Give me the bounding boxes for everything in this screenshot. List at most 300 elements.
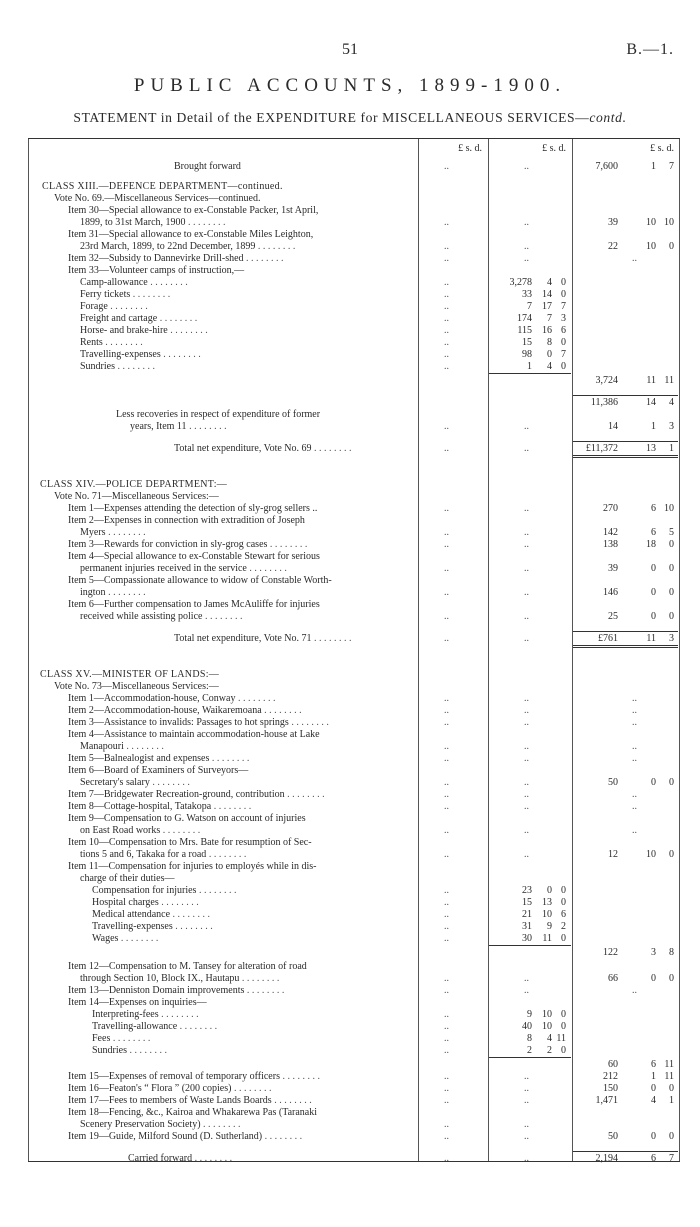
empty-amount-dots: ..: [444, 1045, 449, 1056]
leader-dots: . . . . . . . .: [172, 921, 213, 932]
row-description: [68, 1107, 418, 1119]
empty-amount-dots: ..: [632, 741, 637, 752]
amount-pence: 6: [561, 325, 566, 336]
empty-amount-dots: ..: [524, 777, 529, 788]
empty-amount-dots: ..: [524, 753, 529, 764]
empty-amount-dots: ..: [444, 1131, 449, 1142]
amount-pence: 0: [561, 885, 566, 896]
row-text: Item 9—Compensation to G. Watson on account of injuries: [68, 813, 306, 824]
row-description: [80, 349, 418, 361]
table-row: [28, 729, 680, 741]
row-description: [68, 997, 418, 1009]
amount-pounds: 30: [522, 933, 532, 944]
amount-pence: 0: [669, 241, 674, 252]
table-row: [28, 361, 680, 373]
table-row: [28, 897, 680, 909]
table-row: [28, 909, 680, 921]
row-text: Item 7—Bridgewater Recreation-ground, contribution: [68, 789, 285, 800]
row-description: [68, 575, 418, 587]
leader-dots: . . . . . . . .: [118, 933, 159, 944]
empty-amount-dots: ..: [444, 753, 449, 764]
table-row: [28, 947, 680, 959]
amount-pounds: 15: [522, 897, 532, 908]
leader-dots: . . . . . . . .: [206, 849, 247, 860]
amount-pounds: 1,471: [595, 1095, 618, 1106]
empty-amount-dots: ..: [444, 527, 449, 538]
leader-dots: . . . . . . . .: [284, 789, 325, 800]
leader-dots: . . . . . . . .: [160, 825, 201, 836]
empty-amount-dots: ..: [524, 563, 529, 574]
empty-amount-dots: ..: [524, 693, 529, 704]
row-text: permanent injuries received in the service: [80, 563, 247, 574]
empty-amount-dots: ..: [632, 253, 637, 264]
amount-pounds: 21: [522, 909, 532, 920]
row-text: Item 2—Expenses in connection with extradition of Joseph: [68, 515, 305, 526]
amount-pounds: 50: [608, 1131, 618, 1142]
leader-dots: . . . . . . . .: [279, 1071, 320, 1082]
table-row: [28, 1059, 680, 1071]
row-description: [68, 985, 418, 997]
empty-amount-dots: ..: [632, 801, 637, 812]
row-text: 23rd March, 1899, to 22nd December, 1899: [80, 241, 256, 252]
row-description: [92, 1009, 418, 1021]
table-row: [28, 241, 680, 253]
row-text: received while assisting police: [80, 611, 203, 622]
leader-dots: . . . . . . . .: [271, 1095, 312, 1106]
table-row: [28, 503, 680, 515]
row-description: [128, 1153, 418, 1165]
row-text: Item 16—Featon's “ Flora ” (200 copies): [68, 1083, 232, 1094]
page-number: 51: [342, 41, 358, 58]
table-row: [28, 1071, 680, 1083]
table-row: [28, 1095, 680, 1107]
row-text: Item 2—Accommodation-house, Waikaremoana: [68, 705, 262, 716]
row-text: Horse- and brake-hire: [80, 325, 168, 336]
empty-amount-dots: ..: [524, 539, 529, 550]
empty-amount-dots: ..: [444, 253, 449, 264]
row-text: Wages: [92, 933, 119, 944]
leader-dots: . . . . . . . .: [200, 1119, 241, 1130]
row-text: Sundries: [80, 361, 115, 372]
leader-dots: . . . . . . . .: [115, 361, 155, 372]
total-rule: [573, 1151, 678, 1152]
empty-amount-dots: ..: [632, 985, 637, 996]
table-row: [28, 825, 680, 837]
total-double-rule: [573, 455, 678, 458]
empty-amount-dots: ..: [444, 1033, 449, 1044]
table-row: [28, 229, 680, 241]
leader-dots: . . . . . . . .: [185, 217, 226, 228]
table-row: [28, 717, 680, 729]
row-text: tions 5 and 6, Takaka for a road: [80, 849, 207, 860]
row-description: [116, 409, 418, 421]
row-description: [80, 825, 418, 837]
empty-amount-dots: ..: [524, 611, 529, 622]
table-row: [28, 985, 680, 997]
row-text: Compensation for injuries: [92, 885, 197, 896]
amount-shillings: 10: [542, 1021, 552, 1032]
row-description: [80, 337, 418, 349]
empty-amount-dots: ..: [444, 741, 449, 752]
amount-pence: 11: [664, 375, 674, 386]
leader-dots: . . . . . . . .: [246, 563, 287, 574]
leader-dots: . . . . . . . .: [202, 611, 243, 622]
leader-dots: . . . . . . . .: [239, 973, 280, 984]
row-description: [174, 633, 418, 645]
row-text: Camp-allowance: [80, 277, 148, 288]
table-row: [28, 789, 680, 801]
row-text: Item 4—Assistance to maintain accommodation-house at Lake: [68, 729, 320, 740]
row-text: through Section 10, Block IX., Hautapu: [80, 973, 240, 984]
table-row: [28, 801, 680, 813]
row-text: Item 19—Guide, Milford Sound (D. Sutherland): [68, 1131, 263, 1142]
amount-pence: 0: [669, 611, 674, 622]
leader-dots: . . . . . . . .: [102, 337, 143, 348]
leader-dots: . . . . . . . .: [186, 421, 227, 432]
amount-shillings: 16: [542, 325, 552, 336]
amount-pence: 4: [669, 397, 674, 408]
amount-pounds: 212: [603, 1071, 618, 1082]
empty-amount-dots: ..: [444, 313, 449, 324]
table-row: [28, 1131, 680, 1143]
row-text: Item 5—Balnealogist and expenses: [68, 753, 210, 764]
empty-amount-dots: ..: [524, 849, 529, 860]
amount-pounds: 138: [603, 539, 618, 550]
leader-dots: . . . . . . . .: [127, 1045, 167, 1056]
row-text: Item 3—Rewards for conviction in sly-grog cases: [68, 539, 268, 550]
table-row: [28, 193, 680, 205]
row-text: Ferry tickets: [80, 289, 131, 300]
empty-amount-dots: ..: [524, 789, 529, 800]
amount-pounds: 60: [608, 1059, 618, 1070]
row-description: [80, 873, 418, 885]
row-text: Manapouri: [80, 741, 124, 752]
amount-pence: 0: [669, 587, 674, 598]
table-row: [28, 921, 680, 933]
empty-amount-dots: ..: [444, 539, 449, 550]
amount-pounds: 122: [603, 947, 618, 958]
amount-shillings: 4: [547, 277, 552, 288]
leader-dots: . . . . . . . .: [196, 885, 237, 896]
table-row: [28, 551, 680, 563]
amount-pence: 0: [561, 897, 566, 908]
table-row: [28, 693, 680, 705]
row-description: [80, 849, 418, 861]
leader-dots: . . . . . . . .: [177, 1021, 218, 1032]
empty-amount-dots: ..: [444, 301, 449, 312]
amount-shillings: 8: [547, 337, 552, 348]
leader-dots: . . . . . . . .: [167, 325, 208, 336]
empty-amount-dots: ..: [444, 241, 449, 252]
leader-dots: . . . . . . . .: [158, 897, 199, 908]
row-description: [68, 1071, 418, 1083]
empty-amount-dots: ..: [444, 361, 449, 372]
row-text: Travelling-allowance: [92, 1021, 178, 1032]
empty-amount-dots: ..: [444, 421, 449, 432]
leader-dots: . . . . . . . .: [288, 717, 329, 728]
table-row: [28, 1045, 680, 1057]
empty-amount-dots: ..: [444, 973, 449, 984]
table-row: [28, 217, 680, 229]
row-text: Total net expenditure, Vote No. 69: [174, 443, 312, 454]
amount-shillings: 14: [646, 397, 656, 408]
row-description: [92, 897, 418, 909]
amount-pence: 7: [669, 1153, 674, 1164]
row-description: [68, 765, 418, 777]
amount-pounds: 14: [608, 421, 618, 432]
table-row: [28, 681, 680, 693]
row-text: Item 13—Denniston Domain improvements: [68, 985, 245, 996]
amount-pence: 2: [561, 921, 566, 932]
empty-amount-dots: ..: [444, 1071, 449, 1082]
row-description: [80, 973, 418, 985]
row-description: [92, 1045, 418, 1057]
amount-pence: 7: [561, 301, 566, 312]
row-description: [68, 265, 418, 277]
leader-dots: . . . . . . . .: [110, 1033, 151, 1044]
amount-shillings: 4: [547, 1033, 552, 1044]
leader-dots: . . . . . . . .: [243, 253, 284, 264]
row-text: Sundries: [92, 1045, 127, 1056]
table-row: [28, 741, 680, 753]
amount-pounds: 22: [608, 241, 618, 252]
row-description: [80, 1119, 418, 1131]
amount-pounds: 174: [517, 313, 532, 324]
row-text: CLASS XIV.—POLICE DEPARTMENT:—: [40, 479, 228, 490]
leader-dots: . . . . . . . .: [105, 587, 146, 598]
row-description: [68, 789, 418, 801]
leader-dots: . . . . . . . .: [244, 985, 285, 996]
table-row: [28, 289, 680, 301]
leader-dots: . . . . . . . .: [147, 277, 188, 288]
amount-pence: 10: [664, 503, 674, 514]
row-description: [68, 551, 418, 563]
row-description: [80, 777, 418, 789]
row-text: Item 4—Special allowance to ex-Constable Stewart for serious: [68, 551, 320, 562]
amount-pounds: 40: [522, 1021, 532, 1032]
amount-pounds: 11,386: [590, 397, 618, 408]
empty-amount-dots: ..: [632, 717, 637, 728]
row-text: Item 11—Compensation for injuries to employés while in dis-: [68, 861, 317, 872]
empty-amount-dots: ..: [524, 421, 529, 432]
row-text: Travelling-expenses: [80, 349, 161, 360]
leader-dots: . . . . . . . .: [231, 1083, 272, 1094]
amount-pence: 7: [669, 161, 674, 172]
row-description: [80, 289, 418, 301]
table-row: [28, 161, 680, 173]
amount-pence: 0: [669, 777, 674, 788]
row-text: Medical attendance: [92, 909, 171, 920]
amount-pounds: 1: [527, 361, 532, 372]
row-text: Item 5—Compassionate allowance to widow of Constable Worth-: [68, 575, 332, 586]
amount-pounds: 33: [522, 289, 532, 300]
empty-amount-dots: ..: [632, 693, 637, 704]
empty-amount-dots: ..: [444, 1095, 449, 1106]
row-description: [68, 1083, 418, 1095]
table-row: [28, 539, 680, 551]
amount-pounds: 7: [527, 301, 532, 312]
row-text: Vote No. 69.—Miscellaneous Services—continued.: [54, 193, 261, 204]
table-row: [28, 973, 680, 985]
table-row: [28, 375, 680, 387]
row-description: [54, 193, 418, 205]
row-text: Item 1—Accommodation-house, Conway: [68, 693, 236, 704]
amount-pence: 0: [561, 361, 566, 372]
amount-shillings: 10: [542, 1009, 552, 1020]
empty-amount-dots: ..: [632, 789, 637, 800]
empty-amount-dots: ..: [444, 1083, 449, 1094]
empty-amount-dots: ..: [444, 985, 449, 996]
amount-shillings: 11: [646, 375, 656, 386]
row-text: ington: [80, 587, 106, 598]
amount-shillings: 4: [651, 1095, 656, 1106]
amount-shillings: 4: [547, 361, 552, 372]
table-row: [28, 961, 680, 973]
row-text: Brought forward: [174, 161, 241, 172]
row-description: [68, 229, 418, 241]
empty-amount-dots: ..: [524, 217, 529, 228]
amount-pounds: 31: [522, 921, 532, 932]
row-text: Item 12—Compensation to M. Tansey for alteration of road: [68, 961, 307, 972]
subtotal-rule: [489, 945, 571, 946]
row-description: [68, 717, 418, 729]
row-description: [80, 325, 418, 337]
leader-dots: . . . . . . . .: [262, 1131, 303, 1142]
amount-shillings: 6: [651, 503, 656, 514]
empty-amount-dots: ..: [444, 349, 449, 360]
row-text: Forage: [80, 301, 108, 312]
empty-amount-dots: ..: [524, 705, 529, 716]
row-text: Item 32—Subsidy to Dannevirke Drill-shed: [68, 253, 244, 264]
row-text: Fees: [92, 1033, 111, 1044]
amount-pounds: 39: [608, 217, 618, 228]
amount-pence: 11: [664, 1059, 674, 1070]
row-description: [68, 813, 418, 825]
amount-shillings: 0: [651, 563, 656, 574]
amount-pence: 0: [669, 563, 674, 574]
amount-shillings: 14: [542, 289, 552, 300]
table-row: [28, 1021, 680, 1033]
row-description: [68, 515, 418, 527]
row-description: [68, 705, 418, 717]
row-description: [68, 729, 418, 741]
amount-pounds: 9: [527, 1009, 532, 1020]
leader-dots: . . . . . . . .: [149, 777, 190, 788]
empty-amount-dots: ..: [524, 1071, 529, 1082]
row-text: 1899, to 31st March, 1900: [80, 217, 186, 228]
row-description: [68, 1131, 418, 1143]
table-row: [28, 349, 680, 361]
row-description: [80, 611, 418, 623]
empty-amount-dots: ..: [444, 693, 449, 704]
amount-pounds: 50: [608, 777, 618, 788]
empty-amount-dots: ..: [444, 443, 449, 454]
class-heading-row: [28, 669, 680, 681]
empty-amount-dots: ..: [444, 909, 449, 920]
leader-dots: . . . . . . . .: [105, 527, 146, 538]
row-text: Vote No. 71—Miscellaneous Services:—: [54, 491, 219, 502]
leader-dots: . . . . . . . .: [157, 313, 198, 324]
amount-pence: 0: [561, 277, 566, 288]
table-row: [28, 933, 680, 945]
row-description: [92, 921, 418, 933]
row-text: Scenery Preservation Society): [80, 1119, 201, 1130]
row-text: on East Road works: [80, 825, 161, 836]
row-description: [80, 313, 418, 325]
empty-amount-dots: ..: [444, 933, 449, 944]
amount-shillings: 0: [651, 1131, 656, 1142]
amount-shillings: 0: [547, 885, 552, 896]
row-description: [92, 1021, 418, 1033]
column-header-2: £ s. d.: [542, 143, 566, 154]
empty-amount-dots: ..: [524, 1153, 529, 1164]
subtotal-rule: [489, 373, 571, 374]
row-description: [130, 421, 418, 433]
amount-pence: 0: [561, 289, 566, 300]
row-text: Item 6—Board of Examiners of Surveyors—: [68, 765, 249, 776]
row-text: Item 30—Special allowance to ex-Constable Packer, 1st April,: [68, 205, 319, 216]
row-description: [92, 1033, 418, 1045]
amount-shillings: 1: [651, 421, 656, 432]
amount-pounds: 23: [522, 885, 532, 896]
row-text: Item 8—Cottage-hospital, Tatakopa: [68, 801, 212, 812]
amount-pence: 0: [561, 933, 566, 944]
row-text: years, Item 11: [130, 421, 187, 432]
total-rule: [573, 395, 678, 396]
total-rule: [573, 631, 678, 632]
row-text: Secretary's salary: [80, 777, 150, 788]
amount-shillings: 6: [651, 527, 656, 538]
empty-amount-dots: ..: [444, 563, 449, 574]
amount-pounds: 12: [608, 849, 618, 860]
row-text: Vote No. 73—Miscellaneous Services:—: [54, 681, 219, 692]
table-row: [28, 313, 680, 325]
row-text: Interpreting-fees: [92, 1009, 159, 1020]
empty-amount-dots: ..: [444, 611, 449, 622]
class-heading: [40, 669, 418, 681]
row-description: [92, 933, 418, 945]
empty-amount-dots: ..: [524, 801, 529, 812]
empty-amount-dots: ..: [524, 587, 529, 598]
table-row: [28, 409, 680, 421]
table-row: [28, 1009, 680, 1021]
column-header-1: £ s. d.: [458, 143, 482, 154]
row-text: Item 31—Special allowance to ex-Constable Miles Leighton,: [68, 229, 314, 240]
amount-pounds: 8: [527, 1033, 532, 1044]
row-description: [68, 693, 418, 705]
empty-amount-dots: ..: [444, 789, 449, 800]
amount-shillings: 13: [646, 443, 656, 454]
row-text: CLASS XIII.—DEFENCE DEPARTMENT—continued.: [42, 181, 283, 192]
class-heading-row: [28, 479, 680, 491]
table-row: [28, 325, 680, 337]
amount-pence: 0: [561, 1045, 566, 1056]
empty-amount-dots: ..: [444, 885, 449, 896]
amount-shillings: 0: [651, 973, 656, 984]
amount-shillings: 2: [547, 1045, 552, 1056]
row-description: [92, 885, 418, 897]
amount-shillings: 17: [542, 301, 552, 312]
leader-dots: . . . . . . . .: [311, 633, 352, 644]
table-row: [28, 885, 680, 897]
row-description: [174, 443, 418, 455]
row-text: Item 1—Expenses attending the detection of sly-grog sellers ..: [68, 503, 318, 514]
amount-shillings: 10: [542, 909, 552, 920]
leader-dots: . . . . . . . .: [209, 753, 250, 764]
table-row: [28, 397, 680, 409]
empty-amount-dots: ..: [444, 849, 449, 860]
empty-amount-dots: ..: [524, 825, 529, 836]
